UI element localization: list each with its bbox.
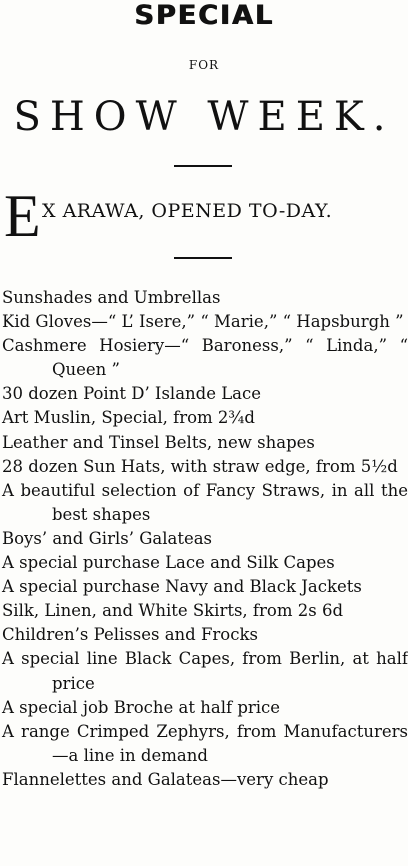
- drop-cap: E: [4, 183, 41, 249]
- divider-rule: [174, 257, 232, 259]
- list-item: A special job Broche at half price: [2, 697, 281, 717]
- list-item: Kid Gloves—“ L’ Isere,” “ Marie,” “ Hapsburgh ”: [2, 312, 404, 332]
- list-item: 30 dozen Point D’ Islande Lace: [2, 384, 262, 404]
- list-item: A range Crimped Zephyrs, from Manufacturers—a line in demand: [2, 721, 408, 765]
- heading-for: FOR: [188, 58, 220, 72]
- item-list: [0, 286, 408, 792]
- list-item: Boys’ and Girls’ Galateas: [2, 528, 213, 548]
- list-item: Children’s Pelisses and Frocks: [2, 625, 258, 645]
- list-item: A special line Black Capes, from Berlin, at half price: [2, 649, 408, 693]
- divider-rule: [174, 165, 232, 167]
- list-item: Art Muslin, Special, from 2¾d: [2, 408, 255, 428]
- heading-special: SPECIAL: [134, 0, 274, 31]
- list-item: Silk, Linen, and White Skirts, from 2s 6d: [2, 601, 344, 621]
- list-item: 28 dozen Sun Hats, with straw edge, from 5½d: [2, 456, 398, 476]
- list-item: Cashmere Hosiery—“ Baroness,” “ Linda,” “ Queen ”: [2, 336, 408, 380]
- list-item: Leather and Tinsel Belts, new shapes: [2, 432, 315, 452]
- list-item: A special purchase Navy and Black Jackets: [2, 577, 362, 597]
- list-item: A beautiful selection of Fancy Straws, in all the best shapes: [2, 480, 408, 524]
- list-item: Sunshades and Umbrellas: [2, 288, 221, 307]
- list-item: Flannelettes and Galateas—very cheap: [2, 769, 329, 789]
- heading-show-week: SHOW WEEK.: [13, 94, 395, 140]
- subheading-text: X ARAWA, OPENED TO-DAY.: [42, 200, 333, 222]
- list-item: A special purchase Lace and Silk Capes: [2, 553, 335, 573]
